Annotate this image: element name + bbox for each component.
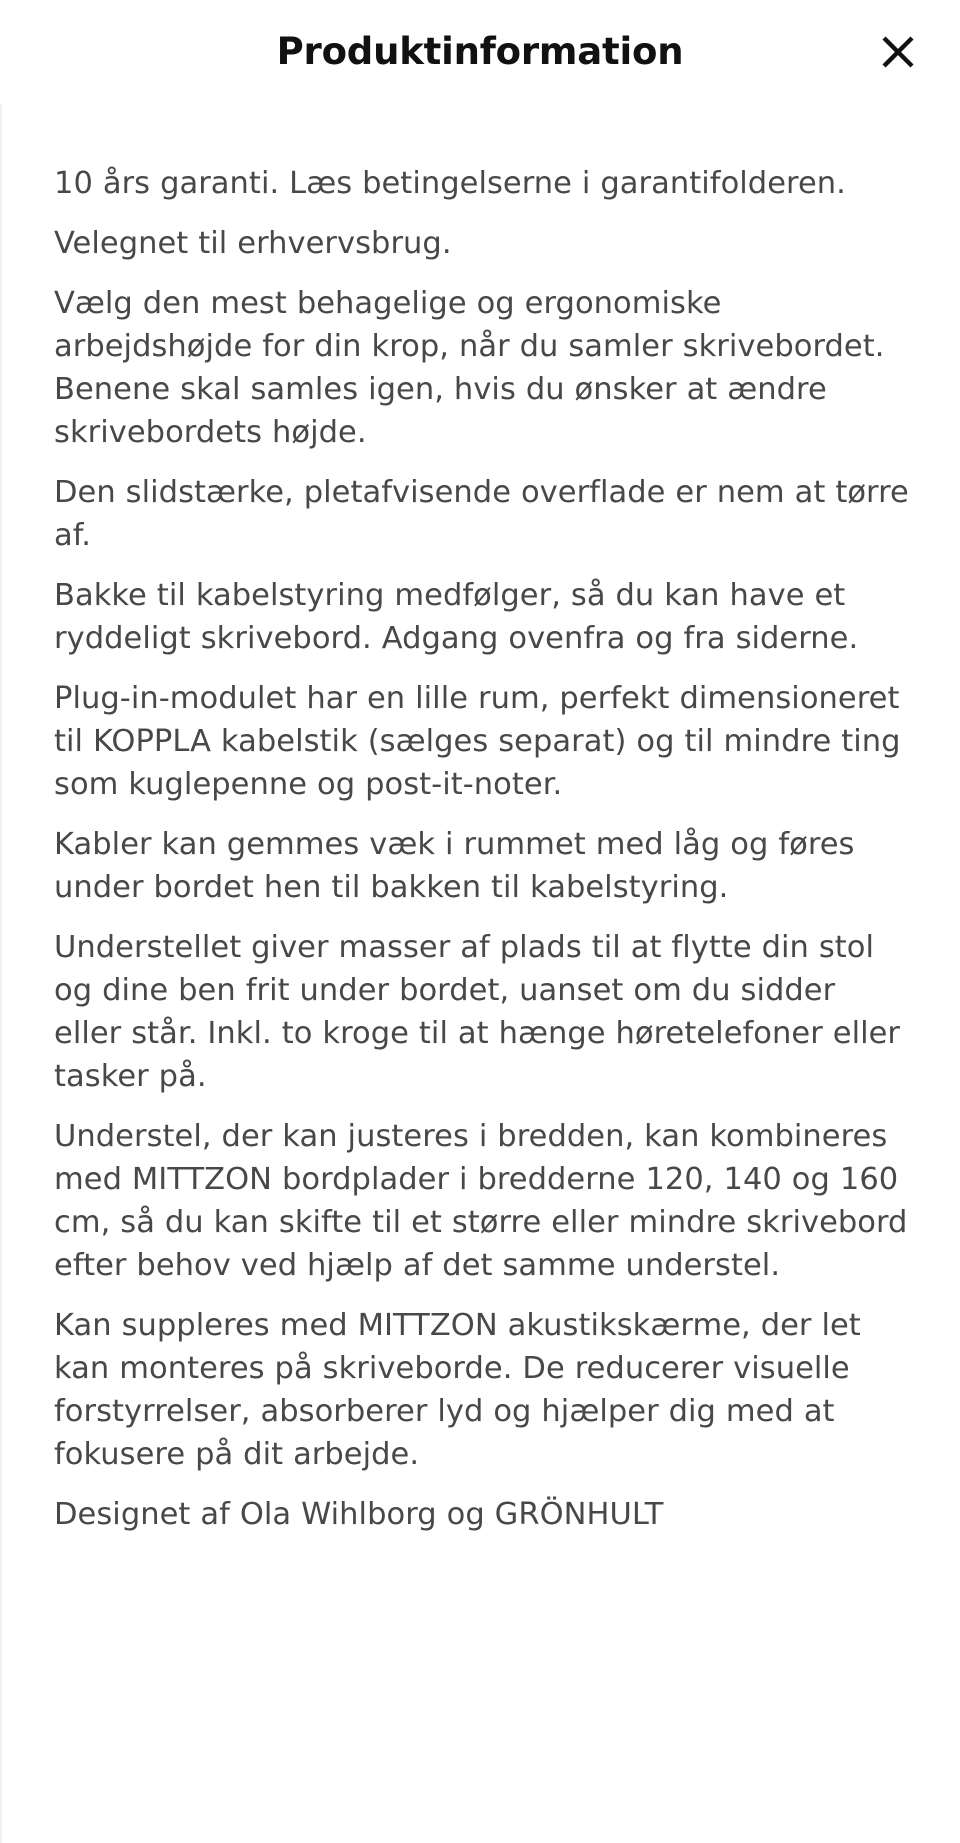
close-button[interactable] bbox=[870, 24, 926, 80]
info-paragraph: Vælg den mest behagelige og ergonomiske arbejdshøjde for din krop, når du samler skrivebordet. Benene skal samles igen, hvis du ønsker at ændre skrivebordets højde. bbox=[54, 286, 885, 450]
product-information-body bbox=[0, 104, 960, 1536]
info-paragraph: Velegnet til erhvervsbrug. bbox=[54, 226, 452, 261]
info-paragraph: Understellet giver masser af plads til at flytte din stol og dine ben frit under bordet, uanset om du sidder eller står. Inkl. to kroge til at hænge høretelefoner eller tasker på. bbox=[54, 930, 901, 1094]
page-title: Produktinformation bbox=[276, 29, 684, 73]
info-paragraph: Understel, der kan justeres i bredden, kan kombineres med MITTZON bordplader i bredderne 120, 140 og 160 cm, så du kan skifte til et større eller mindre skrivebord efter behov ved hjælp af det samme understel. bbox=[54, 1119, 908, 1283]
info-paragraph: Kan suppleres med MITTZON akustikskærme, der let kan monteres på skriveborde. De reducerer visuelle forstyrrelser, absorberer lyd og hjælper dig med at fokusere på dit arbejde. bbox=[54, 1308, 861, 1472]
left-edge-divider bbox=[0, 14, 2, 1843]
info-paragraph: Designet af Ola Wihlborg og GRÖNHULT bbox=[54, 1497, 664, 1532]
info-paragraph: Kabler kan gemmes væk i rummet med låg og føres under bordet hen til bakken til kabelstyring. bbox=[54, 827, 855, 905]
info-paragraph: 10 års garanti. Læs betingelserne i garantifolderen. bbox=[54, 166, 846, 201]
info-paragraph: Bakke til kabelstyring medfølger, så du kan have et ryddeligt skrivebord. Adgang ovenfra og fra siderne. bbox=[54, 578, 859, 656]
close-icon bbox=[878, 32, 918, 72]
modal-header bbox=[0, 0, 960, 104]
info-paragraph: Plug-in-modulet har en lille rum, perfekt dimensioneret til KOPPLA kabelstik (sælges separat) og til mindre ting som kuglepenne og post-it-noter. bbox=[54, 681, 901, 802]
info-paragraph: Den slidstærke, pletafvisende overflade er nem at tørre af. bbox=[54, 475, 909, 553]
